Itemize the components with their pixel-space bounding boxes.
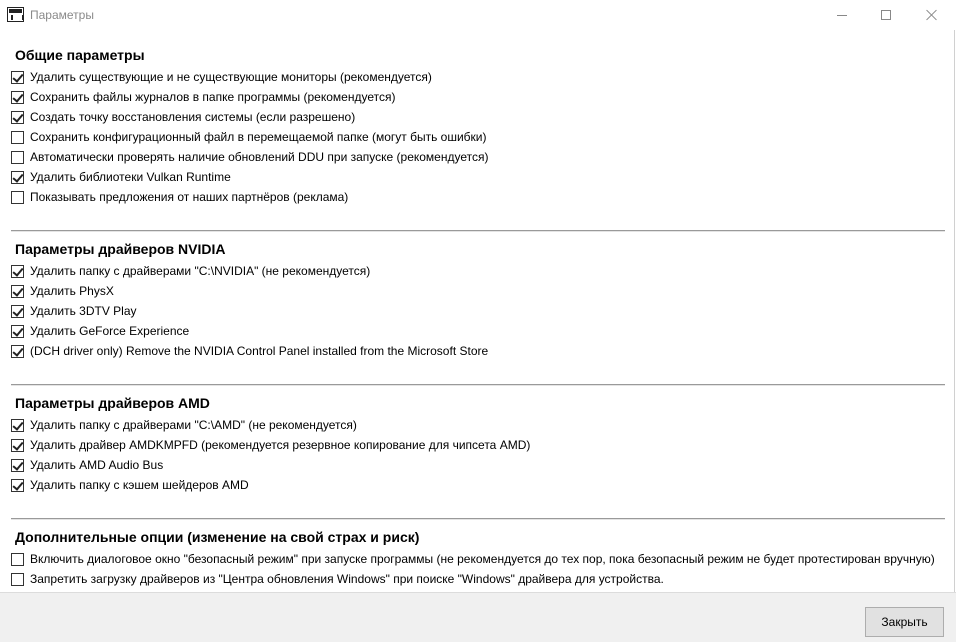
- close-icon: [926, 9, 938, 21]
- nvidia-section: [11, 241, 945, 381]
- option-label: Включить диалоговое окно "безопасный режим" при запуске программы (не рекомендуется до тех пор, пока безопасный режим не будет протестирован вручную): [30, 552, 935, 566]
- checkbox[interactable]: [11, 71, 24, 84]
- option-label: Удалить существующие и не существующие мониторы (рекомендуется): [30, 70, 432, 84]
- footer-bar: [0, 592, 956, 642]
- option-label: Удалить AMD Audio Bus: [30, 458, 164, 472]
- option-label: Запретить загрузку драйверов из "Центра обновления Windows" при поиске "Windows" драйвера для устройства.: [30, 572, 664, 586]
- option-label: Показывать предложения от наших партнёров (реклама): [30, 190, 349, 204]
- option-label: Создать точку восстановления системы (если разрешено): [30, 110, 356, 124]
- option-save-logs[interactable]: [11, 89, 395, 105]
- option-label: Сохранить конфигурационный файл в перемещаемой папке (могут быть ошибки): [30, 130, 487, 144]
- checkbox[interactable]: [11, 191, 24, 204]
- option-check-updates[interactable]: [11, 149, 488, 165]
- window-border: [954, 30, 955, 642]
- maximize-button[interactable]: [863, 0, 909, 30]
- option-remove-amdkmpfd[interactable]: [11, 437, 530, 453]
- minimize-button[interactable]: [819, 0, 865, 30]
- option-label: Удалить папку с драйверами "C:\NVIDIA" (не рекомендуется): [30, 264, 371, 278]
- option-remove-physx[interactable]: [11, 283, 114, 299]
- close-window-button[interactable]: [909, 0, 955, 30]
- nvidia-section-title: Параметры драйверов NVIDIA: [15, 241, 226, 257]
- option-remove-geforce-experience[interactable]: [11, 323, 189, 339]
- option-remove-nvidia-control-panel[interactable]: [11, 343, 488, 359]
- settings-content: [0, 30, 956, 592]
- close-button[interactable]: Закрыть: [865, 607, 944, 637]
- checkbox[interactable]: [11, 479, 24, 492]
- checkbox[interactable]: [11, 285, 24, 298]
- option-remove-3dtv[interactable]: [11, 303, 137, 319]
- option-remove-amd-audio-bus[interactable]: [11, 457, 163, 473]
- option-label: Удалить библиотеки Vulkan Runtime: [30, 170, 231, 184]
- checkbox[interactable]: [11, 439, 24, 452]
- option-label: Сохранить файлы журналов в папке программы (рекомендуется): [30, 90, 396, 104]
- option-label: Удалить GeForce Experience: [30, 324, 190, 338]
- checkbox[interactable]: [11, 419, 24, 432]
- general-section-title: Общие параметры: [15, 47, 145, 63]
- checkbox[interactable]: [11, 111, 24, 124]
- checkbox[interactable]: [11, 345, 24, 358]
- option-remove-amd-folder[interactable]: [11, 417, 357, 433]
- option-label: Удалить PhysX: [30, 284, 114, 298]
- checkbox[interactable]: [11, 325, 24, 338]
- checkbox[interactable]: [11, 91, 24, 104]
- option-restore-point[interactable]: [11, 109, 355, 125]
- advanced-section: [11, 529, 945, 591]
- option-remove-shader-cache[interactable]: [11, 477, 249, 493]
- app-icon: [7, 7, 24, 22]
- option-block-windows-update-drivers[interactable]: [11, 571, 664, 587]
- section-divider: [11, 230, 945, 232]
- option-label: Удалить папку с драйверами "C:\AMD" (не рекомендуется): [30, 418, 357, 432]
- section-divider: [11, 384, 945, 386]
- option-label: Удалить папку с кэшем шейдеров AMD: [30, 478, 249, 492]
- checkbox[interactable]: [11, 265, 24, 278]
- checkbox[interactable]: [11, 573, 24, 586]
- option-label: Удалить 3DTV Play: [30, 304, 137, 318]
- advanced-section-title: Дополнительные опции (изменение на свой страх и риск): [15, 529, 420, 545]
- option-remove-vulkan[interactable]: [11, 169, 231, 185]
- amd-section: [11, 395, 945, 515]
- checkbox[interactable]: [11, 131, 24, 144]
- checkbox[interactable]: [11, 305, 24, 318]
- option-remove-monitors[interactable]: [11, 69, 432, 85]
- section-divider: [11, 518, 945, 520]
- maximize-icon: [881, 10, 891, 20]
- option-roaming-config[interactable]: [11, 129, 487, 145]
- checkbox[interactable]: [11, 171, 24, 184]
- checkbox[interactable]: [11, 151, 24, 164]
- checkbox[interactable]: [11, 459, 24, 472]
- option-label: Удалить драйвер AMDKMPFD (рекомендуется резервное копирование для чипсета AMD): [30, 438, 531, 452]
- window-title: Параметры: [30, 8, 94, 22]
- option-partner-offers[interactable]: [11, 189, 348, 205]
- option-label: (DCH driver only) Remove the NVIDIA Control Panel installed from the Microsoft Store: [30, 344, 489, 358]
- option-remove-nvidia-folder[interactable]: [11, 263, 370, 279]
- option-safe-mode-dialog[interactable]: [11, 551, 935, 567]
- checkbox[interactable]: [11, 553, 24, 566]
- title-bar: [0, 0, 956, 30]
- minimize-icon: [837, 15, 847, 16]
- general-section: [11, 47, 945, 237]
- amd-section-title: Параметры драйверов AMD: [15, 395, 210, 411]
- option-label: Автоматически проверять наличие обновлений DDU при запуске (рекомендуется): [30, 150, 489, 164]
